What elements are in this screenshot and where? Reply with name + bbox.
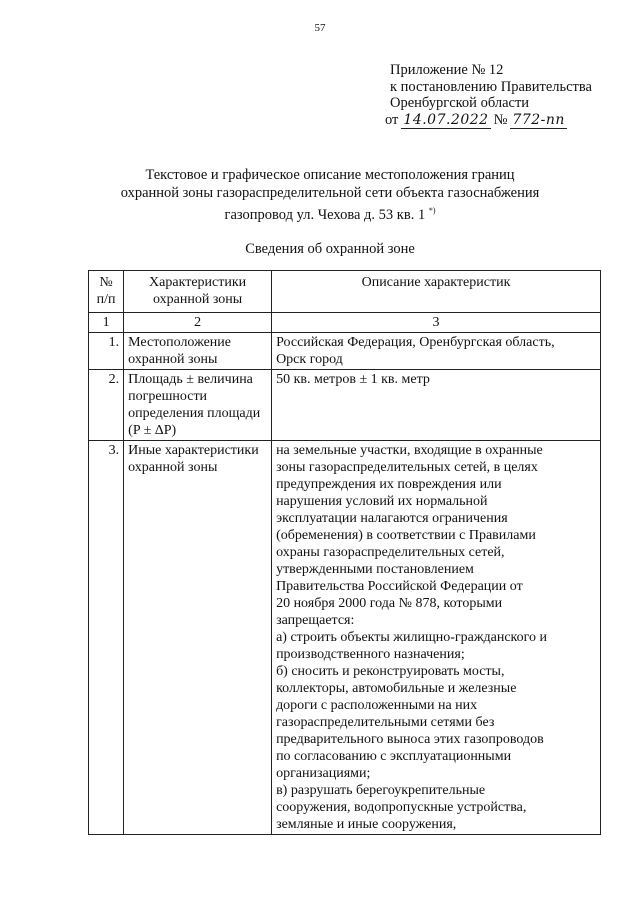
appendix-line1: Приложение № 12	[390, 62, 504, 78]
from-label: от	[385, 111, 399, 128]
appendix-line3: Оренбургской области	[390, 95, 530, 111]
title-line2: охранной зоны газораспределительной сети объекта газоснабжения	[120, 185, 540, 201]
desc-line: б) сносить и реконструировать мосты,	[276, 664, 505, 679]
footnote-mark: *)	[428, 206, 436, 215]
desc-line: запрещается:	[276, 613, 355, 628]
desc-line: на земельные участки, входящие в охранные	[276, 443, 543, 458]
document-title	[80, 166, 580, 224]
index-cell: 2	[124, 313, 272, 333]
header-characteristic: Характеристики охранной зоны	[124, 271, 272, 313]
title-line3-text: газопровод ул. Чехова д. 53 кв. 1	[224, 206, 426, 223]
desc-line: дороги с расположенными на них	[276, 698, 478, 713]
desc-line: нарушения условий их нормальной	[276, 494, 488, 509]
desc-line: Российская Федерация, Оренбургская область,	[276, 335, 555, 350]
desc-line: 20 ноября 2000 года № 878, которыми	[276, 596, 503, 611]
header-num: № п/п	[89, 271, 124, 313]
table-row	[89, 441, 601, 835]
index-cell: 3	[272, 313, 601, 333]
desc-line: охраны газораспределительных сетей,	[276, 545, 505, 560]
desc-line: утвержденными постановлением	[276, 562, 474, 577]
row-num: 2.	[89, 370, 124, 441]
handwritten-date: 14.07.2022	[403, 111, 489, 128]
title-line3	[80, 202, 580, 224]
row-num: 1.	[89, 333, 124, 370]
row-characteristic: Местоположение охранной зоны	[124, 333, 272, 370]
header-description: Описание характеристик	[272, 271, 601, 313]
appendix-header	[385, 62, 592, 129]
section-subtitle: Сведения об охранной зоне	[245, 241, 415, 257]
desc-line: производственного назначения;	[276, 647, 465, 662]
desc-line: коллекторы, автомобильные и железные	[276, 681, 517, 696]
row-characteristic: Иные характеристики охранной зоны	[124, 441, 272, 835]
desc-line: 50 кв. метров ± 1 кв. метр	[276, 372, 430, 387]
desc-line: а) строить объекты жилищно-гражданского и	[276, 630, 548, 645]
table-header-row	[89, 271, 601, 313]
desc-line: организациями;	[276, 766, 371, 781]
desc-line: по согласованию с эксплуатационными	[276, 749, 512, 764]
desc-line: газораспределительными сетями без	[276, 715, 495, 730]
table-row	[89, 333, 601, 370]
desc-line: в) разрушать берегоукрепительные	[276, 783, 486, 798]
desc-line: эксплуатации налагаются ограничения	[276, 511, 508, 526]
desc-line: зоны газораспределительных сетей, в целях	[276, 460, 538, 475]
table-index-row	[89, 313, 601, 333]
row-description	[272, 333, 601, 370]
table-row	[89, 370, 601, 441]
desc-line: Правительства Российской Федерации от	[276, 579, 523, 594]
row-num: 3.	[89, 441, 124, 835]
desc-line: предварительного выноса этих газопроводов	[276, 732, 544, 747]
index-cell: 1	[89, 313, 124, 333]
number-label: №	[493, 111, 508, 128]
desc-line: предупреждения их повреждения или	[276, 477, 502, 492]
page-number: 57	[314, 22, 326, 34]
desc-line: Орск город	[276, 352, 343, 367]
desc-line: земляные и иные сооружения,	[276, 817, 457, 832]
appendix-line2: к постановлению Правительства	[390, 78, 592, 95]
desc-line: сооружения, водопропускные устройства,	[276, 800, 527, 815]
row-characteristic: Площадь ± величина погрешности определения площади (P ± ΔP)	[124, 370, 272, 441]
desc-line: (обременения) в соответствии с Правилами	[276, 528, 536, 543]
zone-table	[88, 270, 601, 835]
appendix-signature-line	[385, 112, 592, 129]
title-line1: Текстовое и графическое описание местоположения границ	[145, 167, 515, 183]
handwritten-number: 772-пп	[512, 111, 565, 128]
row-description	[272, 370, 601, 441]
row-description	[272, 441, 601, 835]
